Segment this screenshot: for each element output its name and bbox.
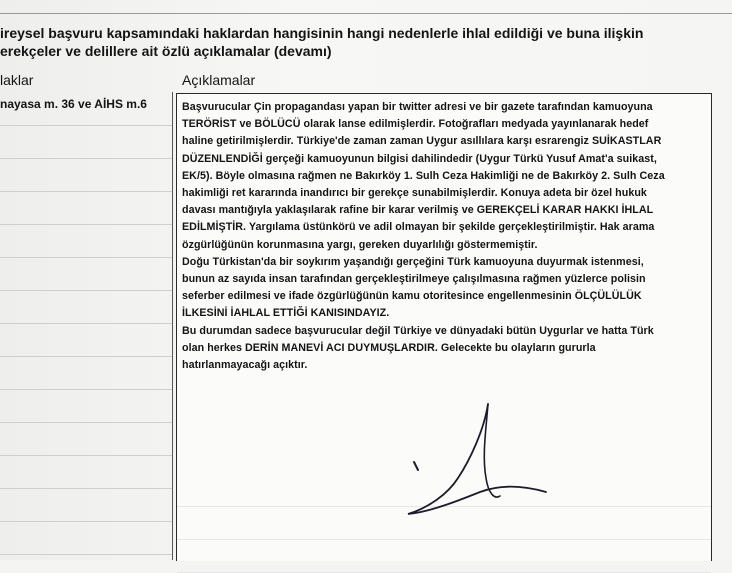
- explanation-line: seferber edilmesi ve ifade özgürlüğünün kamu otoritesince engellenmesinin ÖLÇÜLÜLÜK: [182, 290, 642, 303]
- explanation-line: Doğu Türkistan'da bir soykırım yaşandığı gerçeğini Türk kamuoyuna duyurmak istenmesi,: [182, 255, 644, 268]
- left-ruled-line: [0, 356, 172, 357]
- explanation-line: EDİLMİŞTİR. Yargılama üstünkörü ve adil olmayan bir şekilde gerçekleştirilmiştir. Hak arama: [182, 221, 655, 234]
- rights-cell: nayasa m. 36 ve AİHS m.6: [0, 97, 147, 111]
- left-ruled-line: [0, 554, 172, 555]
- left-ruled-line: [0, 224, 172, 225]
- left-ruled-line: [0, 125, 172, 126]
- left-ruled-line: [0, 191, 172, 192]
- left-ruled-line: [0, 422, 172, 423]
- explanation-line: Bu durumdan sadece başvurucular değil Türkiye ve dünyadaki bütün Uygurlar ve hatta Türk: [182, 324, 654, 337]
- column-divider: [172, 92, 173, 560]
- left-ruled-line: [0, 389, 172, 390]
- explanation-line: EK/5). Böyle olmasına rağmen ne Bakırköy 1. Sulh Ceza Hakimliği ne de Bakırköy 2. Sulh Ceza: [182, 169, 665, 182]
- left-ruled-line: [0, 488, 172, 489]
- explanation-line: hakimliği ret kararında inandırıcı bir gerekçe sunabilmişlerdir. Konuya adeta bir özel hukuk: [182, 187, 647, 200]
- heading-line-2: erekçeler ve delillere ait özlü açıklamalar (devamı): [0, 43, 332, 59]
- left-ruled-line: [0, 158, 172, 159]
- left-ruled-line: [0, 455, 172, 456]
- explanation-line: hatırlanmayacağı açıktır.: [182, 359, 308, 372]
- left-ruled-line: [0, 290, 172, 291]
- explanation-line: DÜZENLENDİĞİ gerçeği kamuoyunun bilgisi dahilindedir (Uygur Türkü Yusuf Amat'a suikast,: [182, 152, 657, 165]
- ruled-line: [177, 539, 711, 540]
- explanation-text: [182, 99, 708, 374]
- heading-line-1: ireysel başvuru kapsamındaki haklardan hangisinin hangi nedenlerle ihlal edildiği ve buna ilişkin: [0, 25, 644, 41]
- section-heading: [0, 24, 720, 60]
- explanation-line: haline getirilmişlerdir. Türkiye'de zaman zaman Uygur asıllılara karşı esrarengiz SUİKASTLAR: [182, 135, 662, 148]
- explanation-line: özgürlüğünün korunmasına yargı, gereken duyarlılığı göstermemiştir.: [182, 238, 538, 251]
- left-ruled-line: [0, 323, 172, 324]
- top-divider: [0, 13, 732, 14]
- explanation-line: davası mantığıyla yaklaşılarak rafine bir karar verilmiş ve GEREKÇELİ KARAR HAKKI İHLAL: [182, 204, 654, 217]
- rights-column-header: laklar: [0, 72, 34, 88]
- signature-icon: [400, 400, 550, 520]
- explanation-line: Başvurucular Çin propagandası yapan bir twitter adresi ve bir gazete tarafından kamuoyuna: [182, 101, 653, 113]
- explanation-line: olan herkes DERİN MANEVİ ACI DUYMUŞLARDIR. Gelecekte bu olayların gururla: [182, 341, 596, 354]
- explanation-line: bunun az sayıda insan tarafından gerçekleştirilmeye çalışılmasına rağmen yüzlerce polisin: [182, 273, 646, 286]
- left-ruled-line: [0, 521, 172, 522]
- explanation-line: TERÖRİST ve BÖLÜCÜ olarak lanse edilmişlerdir. Fotoğrafları medyada yayınlanarak hedef: [182, 118, 649, 131]
- explanation-line: İLKESİNİ İAHLAL ETTİĞİ KANISINDAYIZ.: [182, 307, 390, 320]
- left-ruled-line: [0, 257, 172, 258]
- explanations-column-header: Açıklamalar: [182, 72, 256, 88]
